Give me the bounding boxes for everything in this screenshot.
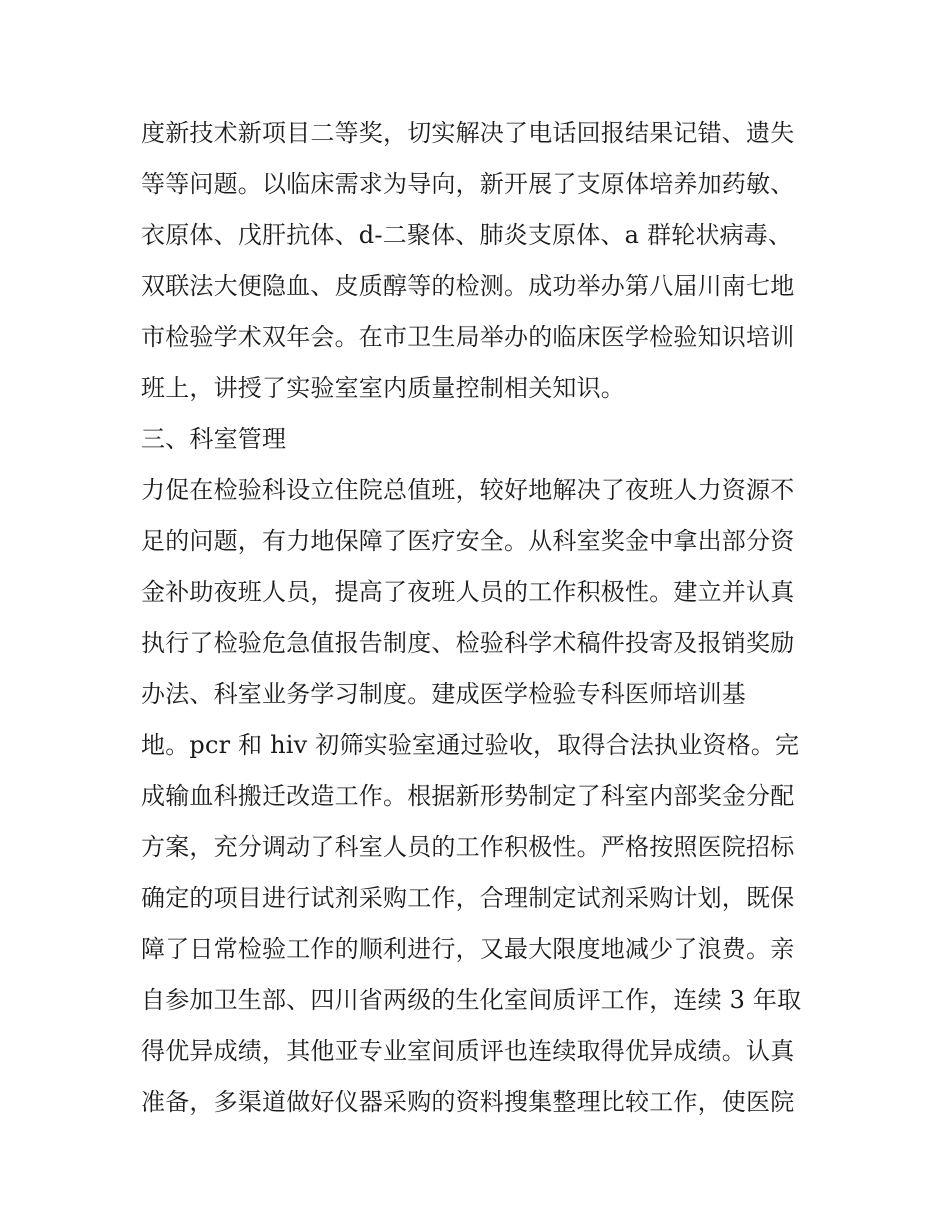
text-line: 足的问题，有力地保障了医疗安全。从科室奖金中拿出部分资	[141, 527, 795, 555]
text-line: 市检验学术双年会。在市卫生局举办的临床医学检验知识培训	[141, 323, 795, 351]
text-line: 自参加卫生部、四川省两级的生化室间质评工作，连续 3 年取	[141, 986, 802, 1014]
text-line: 确定的项目进行试剂采购工作，合理制定试剂采购计划，既保	[141, 884, 795, 912]
text-line: 金补助夜班人员，提高了夜班人员的工作积极性。建立并认真	[141, 578, 795, 606]
text-line: 办法、科室业务学习制度。建成医学检验专科医师培训基	[141, 680, 746, 708]
text-line: 衣原体、戊肝抗体、d-二聚体、肺炎支原体、a 群轮状病毒、	[141, 221, 793, 249]
text-line: 成输血科搬迁改造工作。根据新形势制定了科室内部奖金分配	[141, 782, 795, 810]
text-line: 准备，多渠道做好仪器采购的资料搜集整理比较工作，使医院	[141, 1088, 795, 1116]
text-line: 双联法大便隐血、皮质醇等的检测。成功举办第八届川南七地	[141, 272, 795, 300]
text-line: 度新技术新项目二等奖，切实解决了电话回报结果记错、遗失	[141, 119, 795, 147]
text-line: 力促在检验科设立住院总值班，较好地解决了夜班人力资源不	[141, 476, 795, 504]
text-line: 障了日常检验工作的顺利进行，又最大限度地减少了浪费。亲	[141, 935, 795, 963]
text-line: 得优异成绩，其他亚专业室间质评也连续取得优异成绩。认真	[141, 1037, 795, 1065]
text-line: 班上，讲授了实验室室内质量控制相关知识。	[141, 374, 625, 402]
text-line: 方案，充分调动了科室人员的工作积极性。严格按照医院招标	[141, 833, 795, 861]
document-body	[141, 108, 821, 1128]
section-heading: 三、科室管理	[141, 425, 287, 453]
text-line: 地。pcr 和 hiv 初筛实验室通过验收，取得合法执业资格。完	[141, 731, 800, 759]
text-line: 执行了检验危急值报告制度、检验科学术稿件投寄及报销奖励	[141, 629, 795, 657]
text-line: 等等问题。以临床需求为导向，新开展了支原体培养加药敏、	[141, 170, 795, 198]
